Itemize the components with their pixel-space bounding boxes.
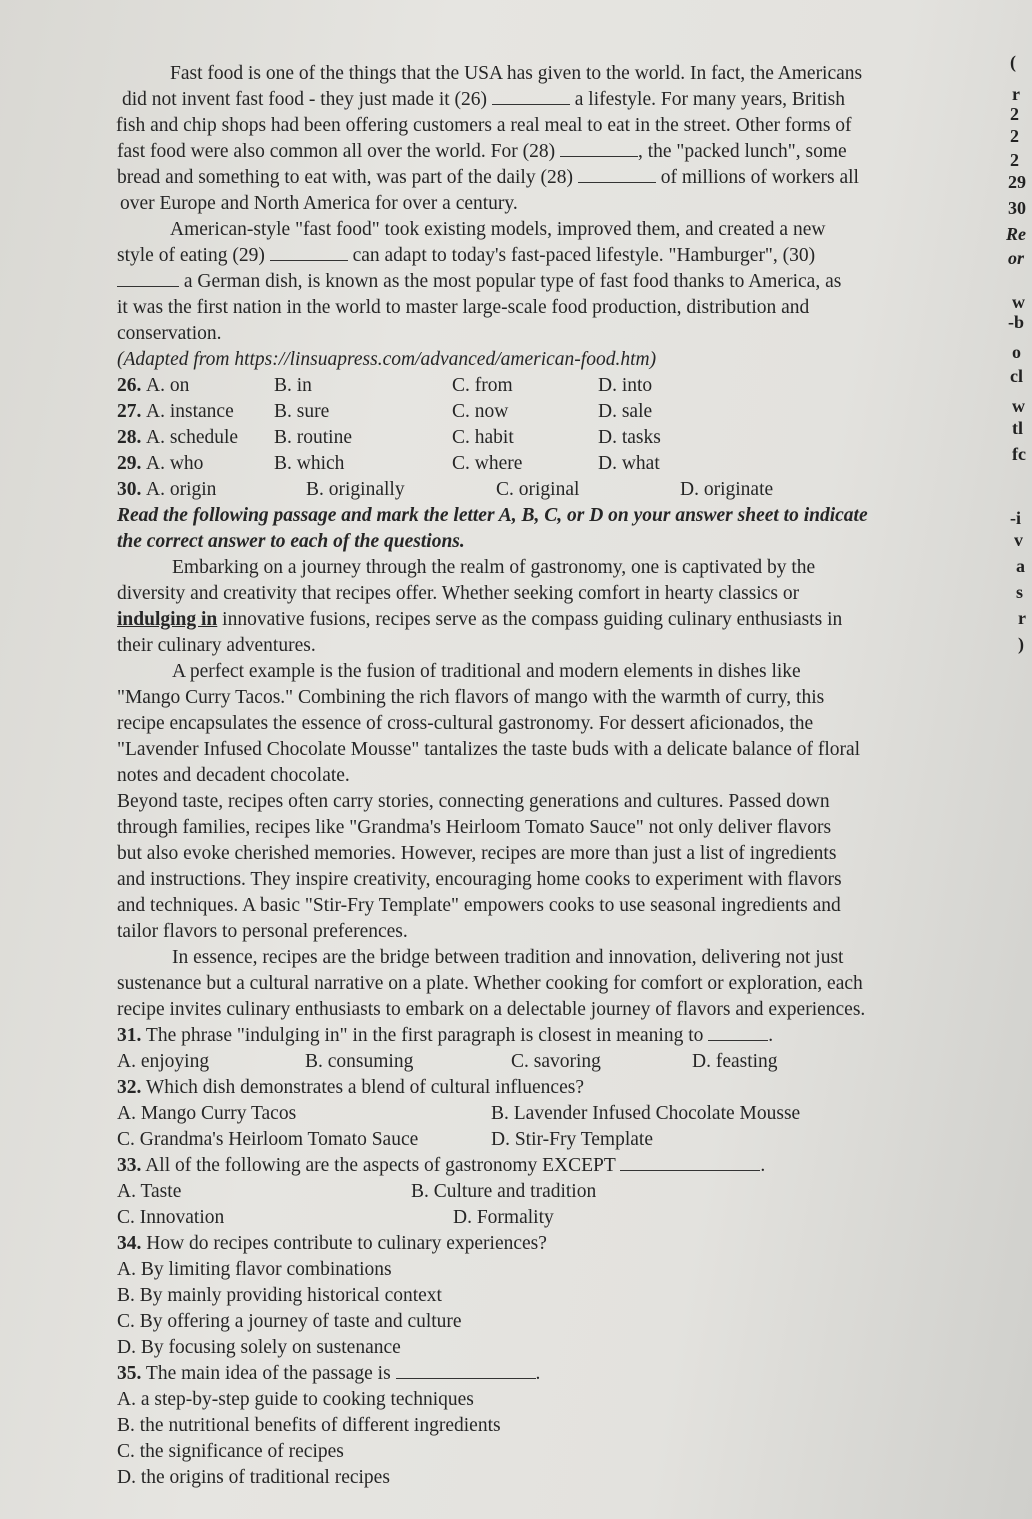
passage1-source: (Adapted from https://linsuapress.com/advanced/american-food.htm) (117, 349, 657, 370)
passage1-line: did not invent fast food - they just made it (26) a lifestyle. For many years, British (122, 89, 846, 110)
passage2-line: diversity and creativity that recipes offer. Whether seeking comfort in hearty classics or (117, 583, 800, 604)
blank-30[interactable] (117, 272, 179, 287)
option-b[interactable]: B. consuming (305, 1051, 414, 1072)
margin-fragment: o (1012, 342, 1021, 362)
option-b[interactable]: B. in (274, 375, 312, 396)
option-d[interactable]: D. feasting (692, 1051, 778, 1072)
question-number: 27. (117, 401, 142, 422)
option-c[interactable]: C. where (452, 453, 523, 474)
option-a[interactable]: A. schedule (146, 427, 239, 448)
passage1-line: style of eating (29) can adapt to today's fast-paced lifestyle. "Hamburger", (30) (117, 245, 816, 266)
option-a[interactable]: A. a step-by-step guide to cooking techniques (117, 1389, 474, 1410)
option-b[interactable]: B. sure (274, 401, 330, 422)
margin-fragment: r (1012, 84, 1020, 104)
option-a[interactable]: A. instance (146, 401, 234, 422)
passage2-line: but also evoke cherished memories. However, recipes are more than just a list of ingredients (117, 843, 837, 864)
passage2-line: "Lavender Infused Chocolate Mousse" tantalizes the taste buds with a delicate balance of floral (117, 739, 861, 760)
option-c[interactable]: C. now (452, 401, 509, 422)
option-d[interactable]: D. originate (680, 479, 774, 500)
option-a[interactable]: A. on (146, 375, 190, 396)
margin-fragment: a (1016, 556, 1025, 576)
margin-fragment: cl (1010, 366, 1023, 386)
passage1-line: American-style "fast food" took existing models, improved them, and created a new (170, 219, 826, 240)
passage1-line: over Europe and North America for over a century. (120, 193, 518, 214)
margin-fragment: 2 (1010, 104, 1019, 124)
margin-fragment: 2 (1010, 150, 1019, 170)
question-number: 28. (117, 427, 142, 448)
answer-blank[interactable] (396, 1364, 536, 1379)
option-d[interactable]: D. By focusing solely on sustenance (117, 1337, 401, 1358)
passage1-line: bread and something to eat with, was part of the daily (28) of millions of workers all (117, 167, 859, 188)
question-34: 34. How do recipes contribute to culinary experiences? (117, 1233, 547, 1254)
passage2-line: recipe encapsulates the essence of cross-cultural gastronomy. For dessert aficionados, the (117, 713, 814, 734)
passage1-line: fish and chip shops had been offering customers a real meal to eat in the street. Other forms of (116, 115, 852, 136)
option-d[interactable]: D. the origins of traditional recipes (117, 1467, 390, 1488)
answer-blank[interactable] (620, 1156, 760, 1171)
margin-fragment: w (1012, 396, 1025, 416)
margin-fragment: fc (1012, 444, 1026, 464)
passage2-line: A perfect example is the fusion of traditional and modern elements in dishes like (172, 661, 801, 682)
margin-fragment: 29 (1008, 172, 1026, 192)
option-c[interactable]: C. habit (452, 427, 514, 448)
margin-fragment: Re (1006, 224, 1026, 244)
passage2-line: indulging in innovative fusions, recipes serve as the compass guiding culinary enthusiasts in (117, 609, 843, 630)
option-c[interactable]: C. from (452, 375, 513, 396)
option-d[interactable]: D. into (598, 375, 653, 396)
question-35: 35. The main idea of the passage is . (117, 1363, 541, 1384)
passage2-line: tailor flavors to personal preferences. (117, 921, 408, 942)
blank-28[interactable] (578, 168, 656, 183)
option-b[interactable]: B. the nutritional benefits of different ingredients (117, 1415, 501, 1436)
question-32: 32. Which dish demonstrates a blend of cultural influences? (117, 1077, 584, 1098)
option-a[interactable]: A. Mango Curry Tacos (117, 1103, 297, 1124)
question-number: 26. (117, 375, 142, 396)
passage2-line: and techniques. A basic "Stir-Fry Template" empowers cooks to use seasonal ingredients and (117, 895, 841, 916)
passage2-line: Embarking on a journey through the realm of gastronomy, one is captivated by the (172, 557, 816, 578)
passage2-line: recipe invites culinary enthusiasts to embark on a delectable journey of flavors and experiences. (117, 999, 866, 1020)
margin-fragment: ) (1018, 634, 1024, 654)
option-a[interactable]: A. By limiting flavor combinations (117, 1259, 392, 1280)
option-a[interactable]: A. origin (146, 479, 217, 500)
option-b[interactable]: B. Lavender Infused Chocolate Mousse (491, 1103, 801, 1124)
option-d[interactable]: D. Formality (453, 1207, 554, 1228)
passage2-line: and instructions. They inspire creativity, encouraging home cooks to experiment with flavors (117, 869, 842, 890)
option-c[interactable]: C. savoring (511, 1051, 601, 1072)
margin-fragment: ( (1010, 52, 1016, 72)
margin-fragment: v (1014, 530, 1023, 550)
option-c[interactable]: C. the significance of recipes (117, 1441, 344, 1462)
passage1-line: fast food were also common all over the world. For (28) , the "packed lunch", some (117, 141, 847, 162)
margin-fragment: r (1018, 608, 1026, 628)
option-b[interactable]: B. which (274, 453, 345, 474)
blank-27[interactable] (560, 142, 638, 157)
passage1-line: Fast food is one of the things that the USA has given to the world. In fact, the Americans (170, 63, 863, 84)
passage2-line: In essence, recipes are the bridge between tradition and innovation, delivering not just (172, 947, 844, 968)
passage1-line: conservation. (117, 323, 222, 344)
margin-fragment: 2 (1010, 126, 1019, 146)
option-c[interactable]: C. Innovation (117, 1207, 225, 1228)
highlighted-phrase: indulging in (117, 609, 218, 630)
passage2-line: sustenance but a cultural narrative on a plate. Whether cooking for comfort or exploration, each (117, 973, 863, 994)
passage1-line: a German dish, is known as the most popular type of fast food thanks to America, as (117, 270, 841, 294)
passage2-line: Beyond taste, recipes often carry stories, connecting generations and cultures. Passed down (117, 791, 830, 812)
question-number: 29. (117, 453, 142, 474)
passage2-line: "Mango Curry Tacos." Combining the rich flavors of mango with the warmth of curry, this (117, 687, 825, 708)
margin-fragment: tl (1012, 418, 1023, 438)
margin-fragment: -b (1008, 312, 1025, 332)
question-number: 30. (117, 479, 142, 500)
option-b[interactable]: B. routine (274, 427, 352, 448)
option-c[interactable]: C. original (496, 479, 580, 500)
option-b[interactable]: B. originally (306, 479, 405, 500)
instruction-line: Read the following passage and mark the letter A, B, C, or D on your answer sheet to indicate (117, 505, 868, 526)
passage2-line: through families, recipes like "Grandma's Heirloom Tomato Sauce" not only deliver flavors (117, 817, 832, 838)
option-d[interactable]: D. sale (598, 401, 653, 422)
margin-fragment: 30 (1008, 198, 1026, 218)
option-d[interactable]: D. Stir-Fry Template (491, 1129, 653, 1150)
margin-fragment: w (1012, 292, 1025, 312)
margin-fragment: -i (1010, 508, 1021, 528)
passage2-line: notes and decadent chocolate. (117, 765, 350, 786)
option-d[interactable]: D. tasks (598, 427, 661, 448)
blank-29[interactable] (270, 246, 348, 261)
option-a[interactable]: A. enjoying (117, 1051, 210, 1072)
option-a[interactable]: A. who (146, 453, 204, 474)
question-33: 33. All of the following are the aspects of gastronomy EXCEPT . (117, 1155, 766, 1176)
margin-fragment: or (1008, 248, 1025, 268)
instruction-line: the correct answer to each of the questions. (117, 531, 465, 552)
option-c[interactable]: C. By offering a journey of taste and culture (117, 1311, 462, 1332)
option-a[interactable]: A. Taste (117, 1181, 182, 1202)
blank-26[interactable] (492, 90, 570, 105)
question-31: 31. The phrase "indulging in" in the first paragraph is closest in meaning to . (117, 1025, 774, 1046)
passage2-line: their culinary adventures. (117, 635, 316, 656)
option-c[interactable]: C. Grandma's Heirloom Tomato Sauce (117, 1129, 419, 1150)
margin-fragment: s (1016, 582, 1024, 602)
option-b[interactable]: B. By mainly providing historical context (117, 1285, 442, 1306)
option-b[interactable]: B. Culture and tradition (411, 1181, 597, 1202)
answer-blank[interactable] (708, 1026, 768, 1041)
option-d[interactable]: D. what (598, 453, 660, 474)
passage1-line: it was the first nation in the world to master large-scale food production, distribution and (117, 297, 810, 318)
